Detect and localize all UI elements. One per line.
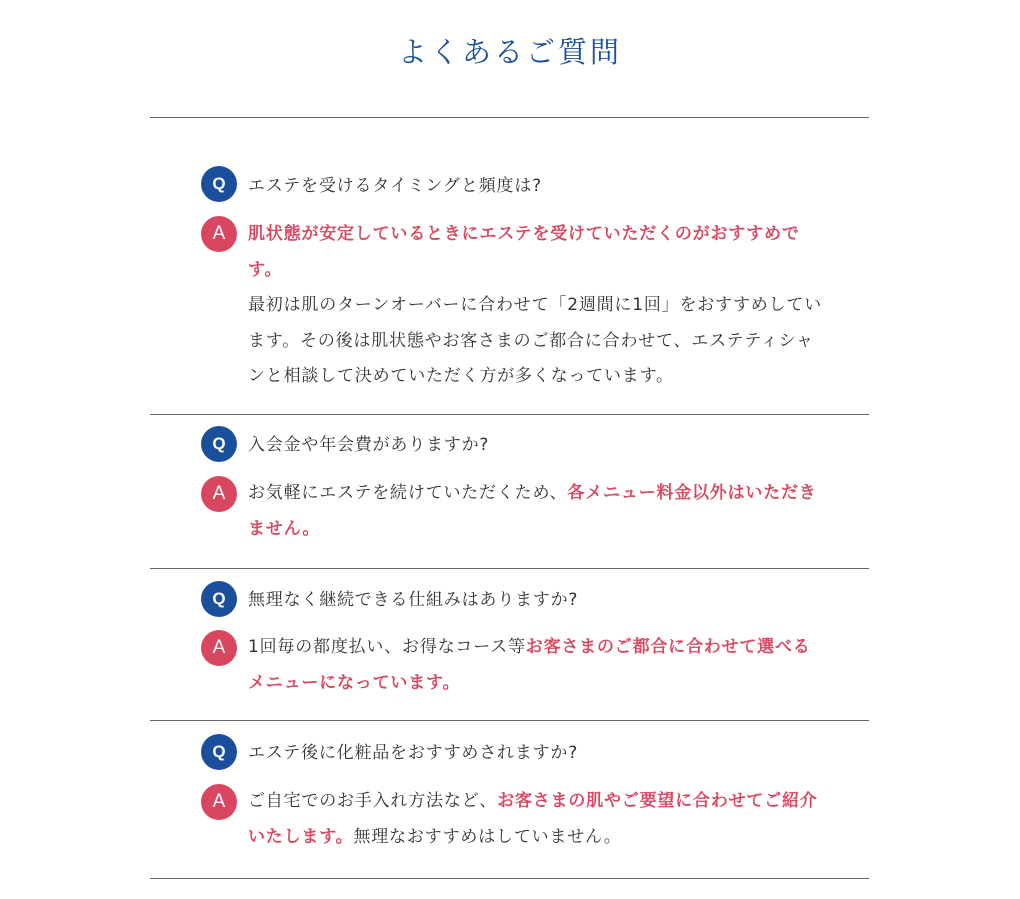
divider <box>150 414 869 415</box>
answer-badge-icon: A <box>201 216 237 252</box>
question-text: エステを受けるタイミングと頻度は? <box>248 176 542 196</box>
answer-highlight: お客さまのご都合に合わせて選べるメニューになっています。 <box>248 637 811 693</box>
divider <box>150 568 869 569</box>
divider <box>150 117 869 118</box>
divider <box>150 720 869 721</box>
divider <box>150 878 869 879</box>
answer-text <box>248 476 828 547</box>
question-badge-icon: Q <box>201 426 237 462</box>
answer-prefix: 1回毎の都度払い、お得なコース等 <box>248 637 526 657</box>
question-badge-icon: Q <box>201 734 237 770</box>
answer-highlight: お客さまの肌やご要望に合わせてご紹介いたします。 <box>248 791 818 847</box>
answer-highlight: 各メニュー料金以外はいただきません。 <box>248 483 817 539</box>
question-text: エステ後に化粧品をおすすめされますか? <box>248 743 579 763</box>
answer-badge-icon: A <box>201 476 237 512</box>
answer-badge-icon: A <box>201 630 237 666</box>
question-badge-icon: Q <box>201 166 237 202</box>
answer-text <box>248 217 828 395</box>
question-badge-icon: Q <box>201 581 237 617</box>
answer-badge-icon: A <box>201 784 237 820</box>
answer-body: 最初は肌のターンオーバーに合わせて「2週間に1回」をおすすめしています。その後は肌状態やお客さまのご都合に合わせて、エステティシャンと相談して決めていただく方が多くなっています。 <box>248 295 823 386</box>
page-title: よくあるご質問 <box>397 35 622 69</box>
answer-text <box>248 784 828 855</box>
answer-text <box>248 630 828 701</box>
question-text: 無理なく継続できる仕組みはありますか? <box>248 590 579 610</box>
answer-highlight: 肌状態が安定しているときにエステを受けていただくのがおすすめです。 <box>248 224 800 280</box>
answer-prefix: お気軽にエステを続けていただくため、 <box>248 483 568 503</box>
answer-prefix: ご自宅でのお手入れ方法など、 <box>248 791 498 811</box>
question-text: 入会金や年会費がありますか? <box>248 435 490 455</box>
answer-suffix: 無理なおすすめはしていません。 <box>353 826 622 847</box>
